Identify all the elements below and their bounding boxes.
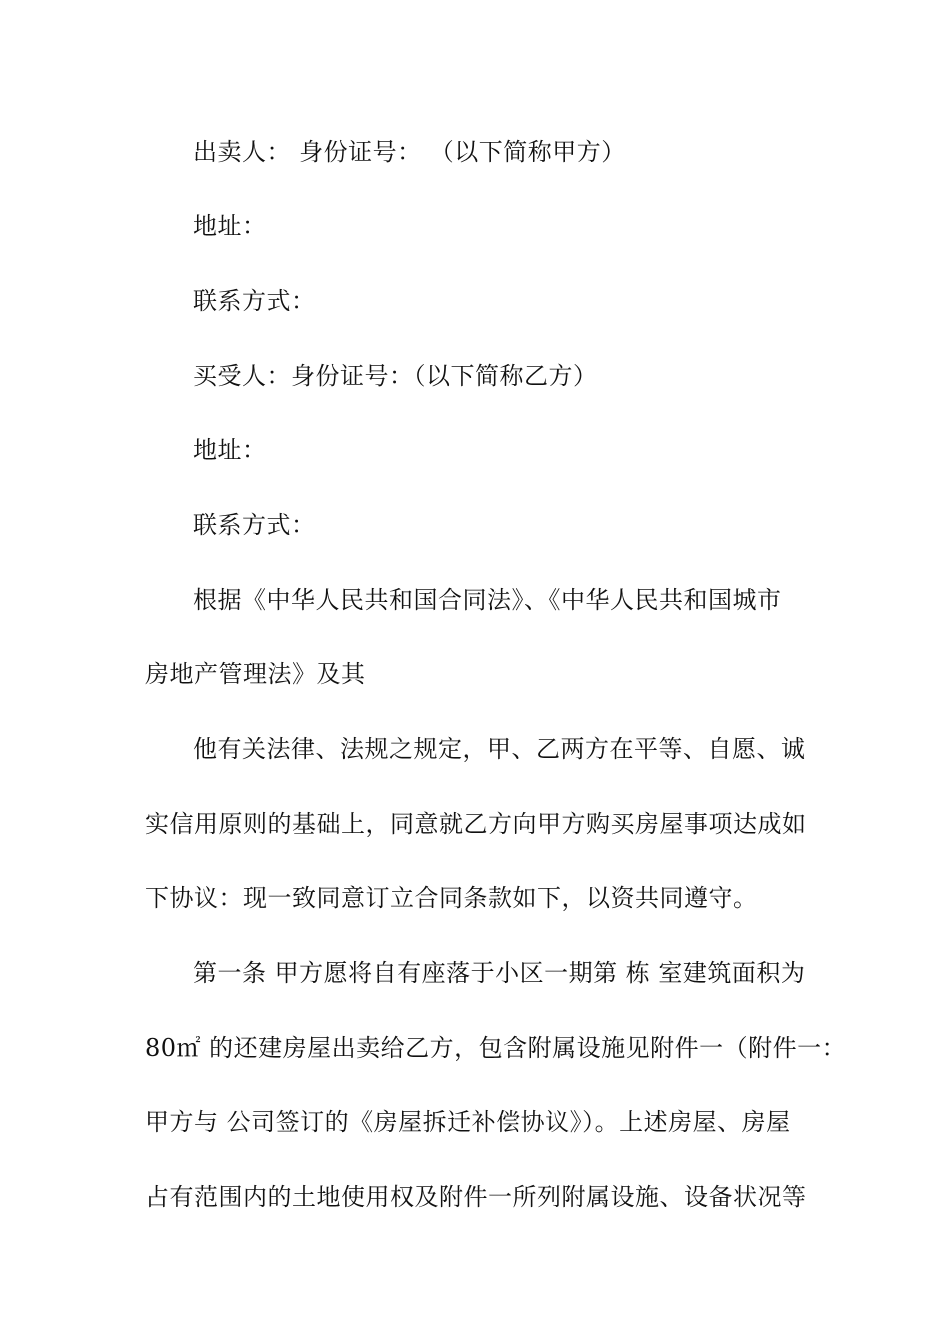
preamble-line-4: 实信用原则的基础上，同意就乙方向甲方购买房屋事项达成如 <box>145 810 807 838</box>
preamble-line-5: 下协议：现一致同意订立合同条款如下，以资共同遵守。 <box>145 884 758 912</box>
seller-address-line: 地址： <box>193 212 267 240</box>
article-one-line-3: 甲方与 公司签订的《房屋拆迁补偿协议》）。上述房屋、房屋 <box>145 1108 791 1136</box>
preamble-line-3: 他有关法律、法规之规定，甲、乙两方在平等、自愿、诚 <box>193 735 806 763</box>
seller-contact-line: 联系方式： <box>193 287 316 315</box>
article-one-line-4: 占有范围内的土地使用权及附件一所列附属设施、设备状况等 <box>145 1183 807 1211</box>
preamble-line-2: 房地产管理法》及其 <box>145 660 366 688</box>
buyer-address-line: 地址： <box>193 436 267 464</box>
article-one-line-2: 80㎡ 的还建房屋出卖给乙方，包含附属设施见附件一（附件一： <box>145 1034 847 1062</box>
seller-line: 出卖人： 身份证号： （以下简称甲方） <box>193 138 626 166</box>
preamble-line-1: 根据《中华人民共和国合同法》、《中华人民共和国城市 <box>193 586 782 614</box>
buyer-contact-line: 联系方式： <box>193 511 316 539</box>
article-one-line-1: 第一条 甲方愿将自有座落于小区一期第 栋 室建筑面积为 <box>193 959 806 987</box>
buyer-line: 买受人：身份证号：（以下简称乙方） <box>193 362 598 390</box>
